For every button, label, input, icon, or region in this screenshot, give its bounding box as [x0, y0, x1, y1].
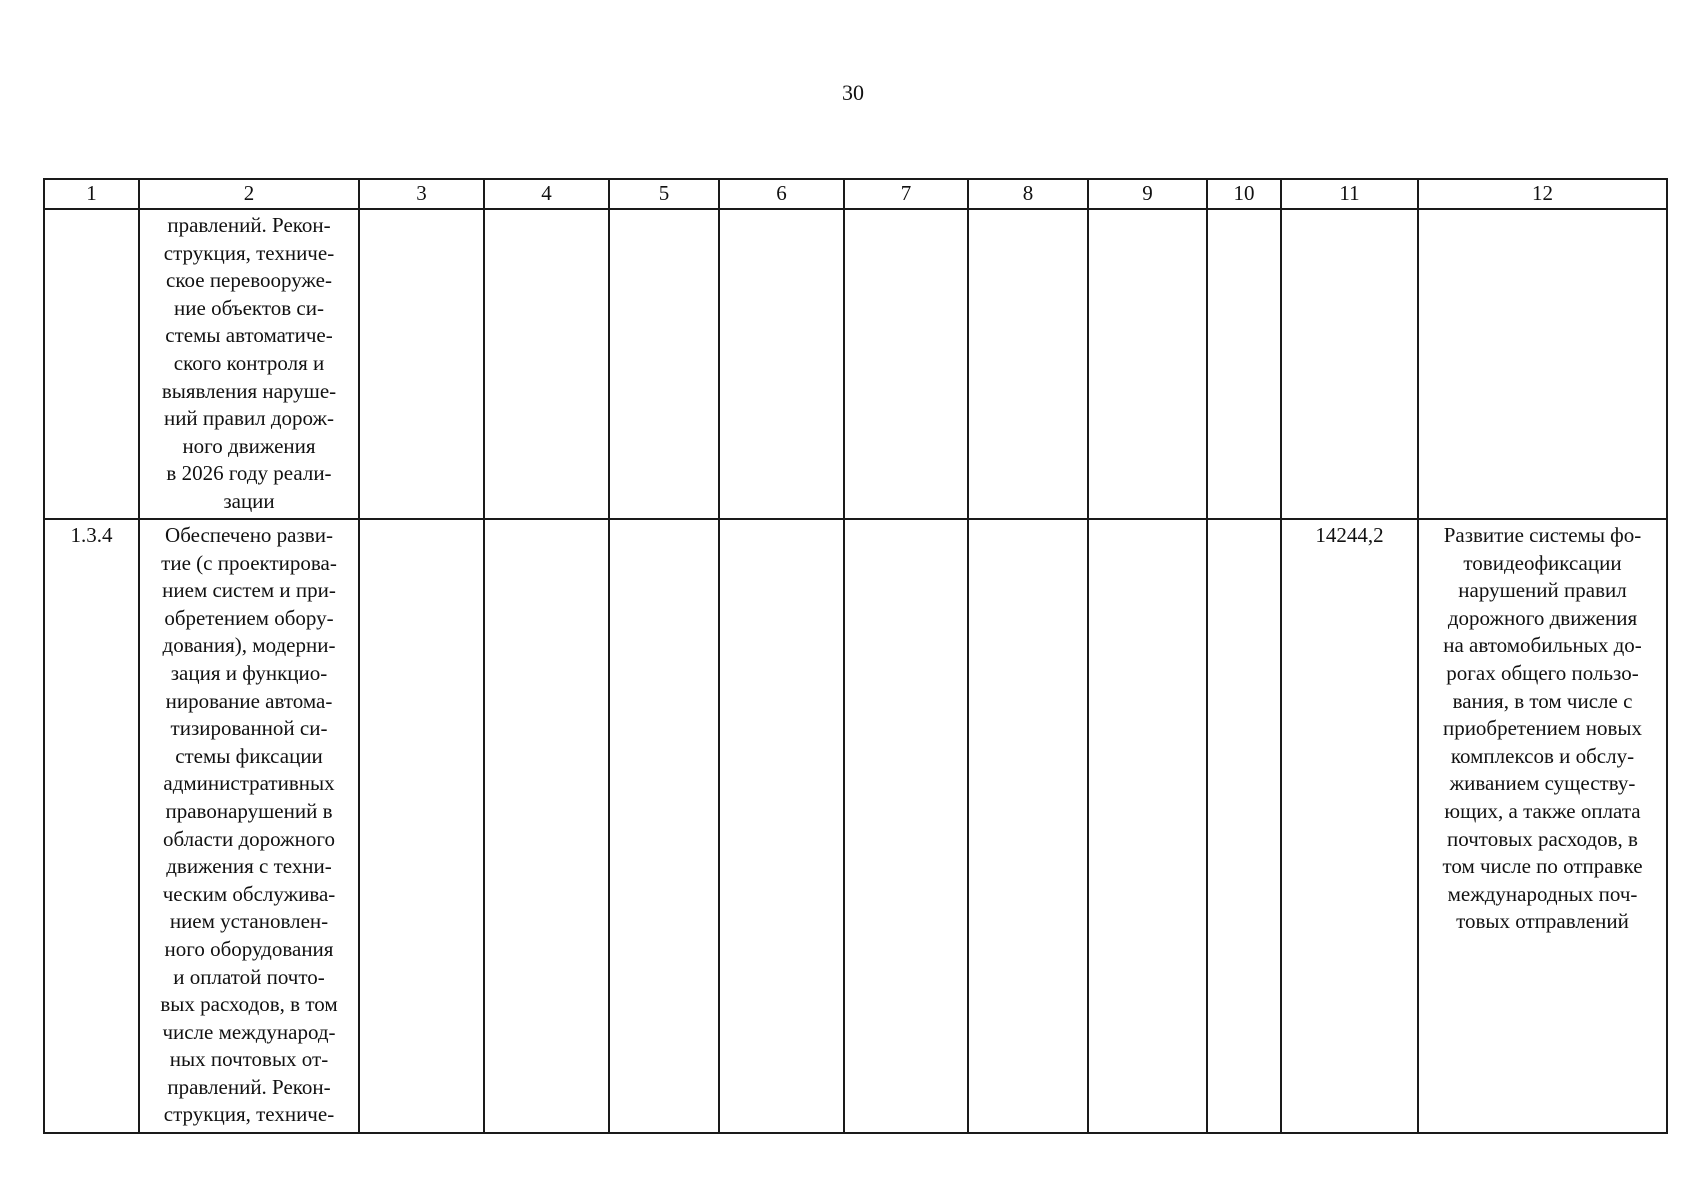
column-header-8: 8	[968, 179, 1088, 209]
column-header-10: 10	[1207, 179, 1281, 209]
page-number: 30	[842, 80, 864, 105]
column-header-5: 5	[609, 179, 719, 209]
column-header-3: 3	[359, 179, 484, 209]
table-row	[44, 209, 1667, 519]
empty-cell	[844, 519, 968, 1133]
column-header-4: 4	[484, 179, 609, 209]
empty-cell	[968, 209, 1088, 519]
empty-cell	[1088, 519, 1207, 1133]
column-header-9: 9	[1088, 179, 1207, 209]
header-row	[44, 179, 1667, 209]
empty-cell	[719, 519, 844, 1133]
row-description-cell: Обеспечено разви- тие (с проектирова- нием систем и при- обретением обору- дования), модерни- зация и функцио- нирование автома- тизированной си- стемы фиксации административных правонарушений в области дорожного движения с техни- ческим обслужива- нием установлен- ного оборудования и оплатой почто- вых расходов, в том числе международ- ных почтовых от- правлений. Рекон- струкция, техниче-	[139, 519, 359, 1133]
empty-cell	[719, 209, 844, 519]
empty-cell	[968, 519, 1088, 1133]
empty-cell	[609, 209, 719, 519]
column-header-1: 1	[44, 179, 139, 209]
row-note-cell: Развитие системы фо- товидеофиксации нарушений правил дорожного движения на автомобильных до- рогах общего пользо- вания, в том числе с приобретением новых комплексов и обслу- живанием существу- ющих, а также оплата почтовых расходов, в том числе по отправке международных поч- товых отправлений	[1418, 519, 1667, 1133]
row-code-cell: 1.3.4	[44, 519, 139, 1133]
row-value-cell	[1281, 209, 1418, 519]
empty-cell	[609, 519, 719, 1133]
row-note-cell	[1418, 209, 1667, 519]
column-header-7: 7	[844, 179, 968, 209]
column-header-2: 2	[139, 179, 359, 209]
row-value-cell: 14244,2	[1281, 519, 1418, 1133]
empty-cell	[1207, 209, 1281, 519]
empty-cell	[484, 209, 609, 519]
column-header-11: 11	[1281, 179, 1418, 209]
empty-cell	[359, 209, 484, 519]
data-table	[43, 178, 1668, 1134]
empty-cell	[484, 519, 609, 1133]
row-code-cell	[44, 209, 139, 519]
empty-cell	[1207, 519, 1281, 1133]
empty-cell	[1088, 209, 1207, 519]
column-header-6: 6	[719, 179, 844, 209]
row-description-cell: правлений. Рекон- струкция, техниче- ское перевооруже- ние объектов си- стемы автоматиче- ского контроля и выявления наруше- ний правил дорож- ного движения в 2026 году реали- зации	[139, 209, 359, 519]
empty-cell	[359, 519, 484, 1133]
column-header-12: 12	[1418, 179, 1667, 209]
empty-cell	[844, 209, 968, 519]
table-row	[44, 519, 1667, 1133]
